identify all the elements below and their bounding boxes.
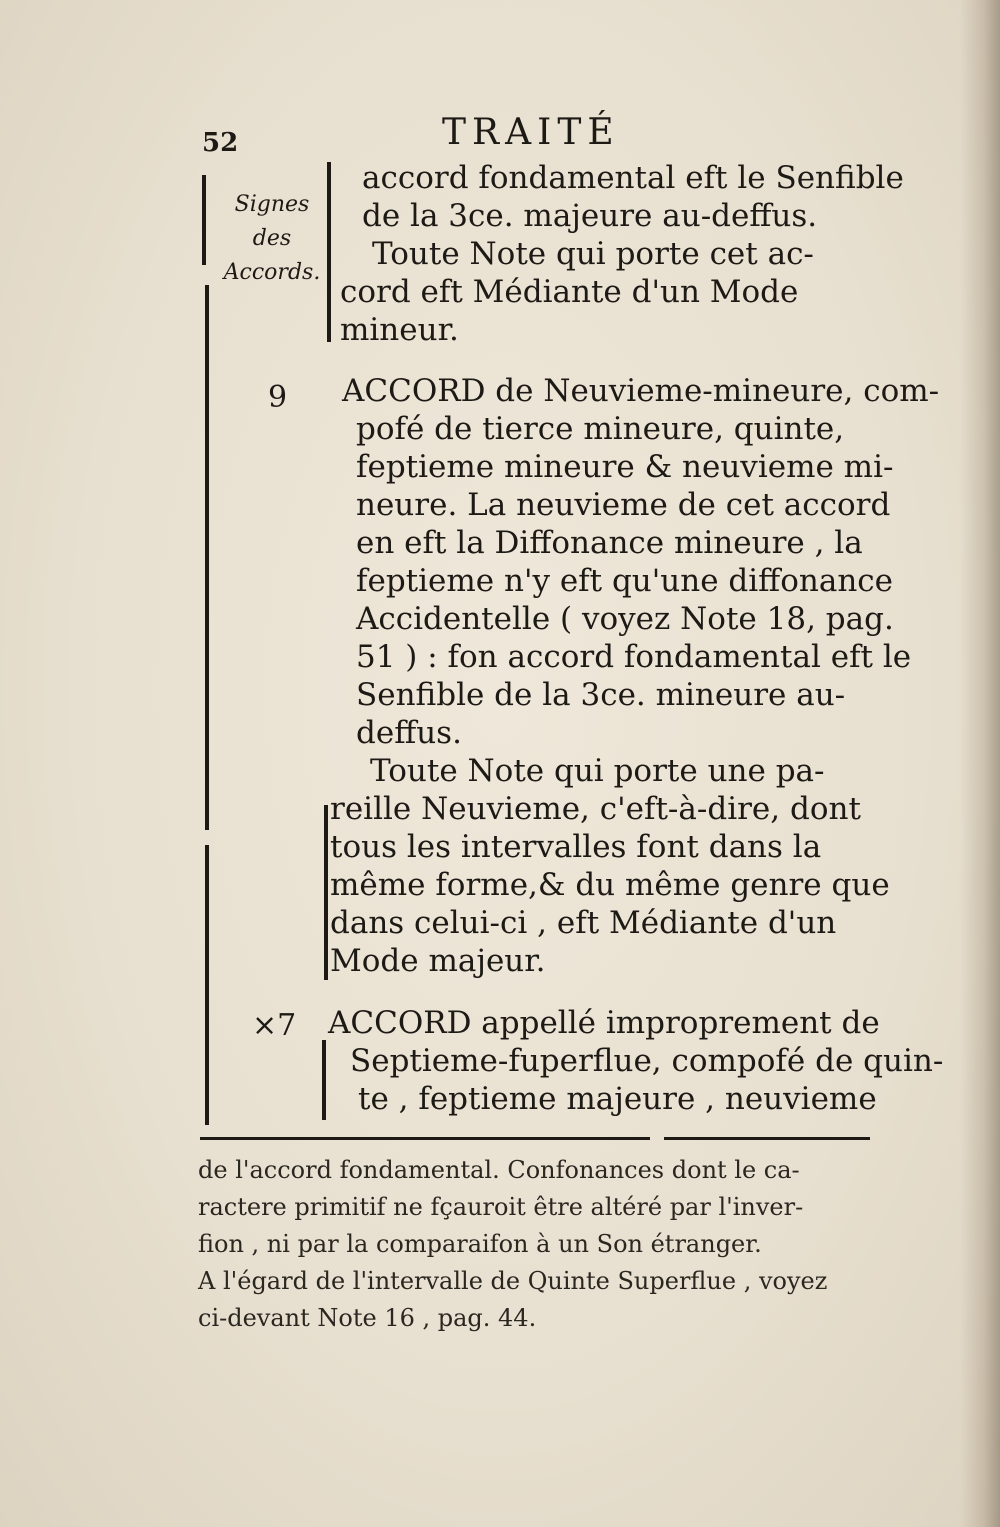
inner-margin-rule: [324, 805, 328, 980]
text-line: même forme,& du même genre que: [330, 867, 890, 903]
text-line: ACCORD appellé improprement de: [328, 1005, 880, 1041]
running-title: TRAITÉ: [442, 112, 620, 153]
footnote-line: ci-devant Note 16 , pag. 44.: [198, 1304, 537, 1332]
inner-margin-rule: [322, 1040, 326, 1120]
footnote-rule: [200, 1137, 650, 1140]
footnote-line: fion , ni par la comparaifon à un Son étranger.: [198, 1230, 762, 1258]
margin-title-line: des: [252, 226, 292, 251]
margin-entry-number: ×7: [252, 1008, 297, 1043]
text-line: pofé de tierce mineure, quinte,: [356, 411, 845, 447]
margin-entry-number: 9: [268, 380, 288, 415]
text-line: Toute Note qui porte une pa-: [370, 753, 825, 789]
entry-1-paragraph: [330, 372, 940, 980]
footnote-rule: [664, 1137, 870, 1140]
footnote-line: de l'accord fondamental. Confonances dont le ca-: [198, 1156, 800, 1184]
text-line: 51 ) : fon accord fondamental eft le: [356, 639, 912, 675]
text-line: en eft la Diffonance mineure , la: [356, 525, 863, 561]
text-line: feptieme n'y eft qu'une diffonance: [356, 563, 893, 599]
entry-2-paragraph: [328, 1004, 943, 1118]
text-line: reille Neuvieme, c'eft-à-dire, dont: [330, 791, 861, 827]
text-line: ACCORD de Neuvieme-mineure, com-: [342, 373, 940, 409]
text-line: deffus.: [356, 715, 462, 751]
text-line: Accidentelle ( voyez Note 18, pag.: [356, 601, 894, 637]
intro-paragraph: [340, 159, 904, 349]
text-line: Senfible de la 3ce. mineure au-: [356, 677, 846, 713]
text-line: dans celui-ci , eft Médiante d'un: [330, 905, 837, 941]
text-line: feptieme mineure & neuvieme mi-: [356, 449, 894, 485]
text-line: accord fondamental eft le Senfible: [362, 160, 904, 196]
footnote-line: ractere primitif ne fçauroit être altéré par l'inver-: [198, 1193, 804, 1221]
text-line: Mode majeur.: [330, 943, 546, 979]
margin-title-line: Accords.: [223, 260, 321, 285]
footnote-line: A l'égard de l'intervalle de Quinte Superflue , voyez: [198, 1267, 828, 1295]
text-line: tous les intervalles font dans la: [330, 829, 822, 865]
left-margin-rule: [205, 845, 209, 1125]
text-line: te , feptieme majeure , neuvieme: [358, 1081, 877, 1117]
inner-margin-rule: [327, 162, 331, 342]
page-edge-shadow: [960, 0, 1000, 1527]
left-margin-rule: [205, 285, 209, 830]
text-line: de la 3ce. majeure au-deffus.: [362, 198, 818, 234]
left-margin-rule: [202, 175, 206, 265]
text-line: neure. La neuvieme de cet accord: [356, 487, 891, 523]
page-number: 52: [202, 128, 239, 158]
text-line: mineur.: [340, 312, 459, 348]
margin-title: [222, 188, 322, 290]
text-line: Toute Note qui porte cet ac-: [372, 236, 814, 272]
text-line: Septieme-fuperflue, compofé de quin-: [350, 1043, 944, 1079]
footnote: [198, 1152, 827, 1337]
margin-title-line: Signes: [234, 192, 310, 217]
text-line: cord eft Médiante d'un Mode: [340, 274, 799, 310]
